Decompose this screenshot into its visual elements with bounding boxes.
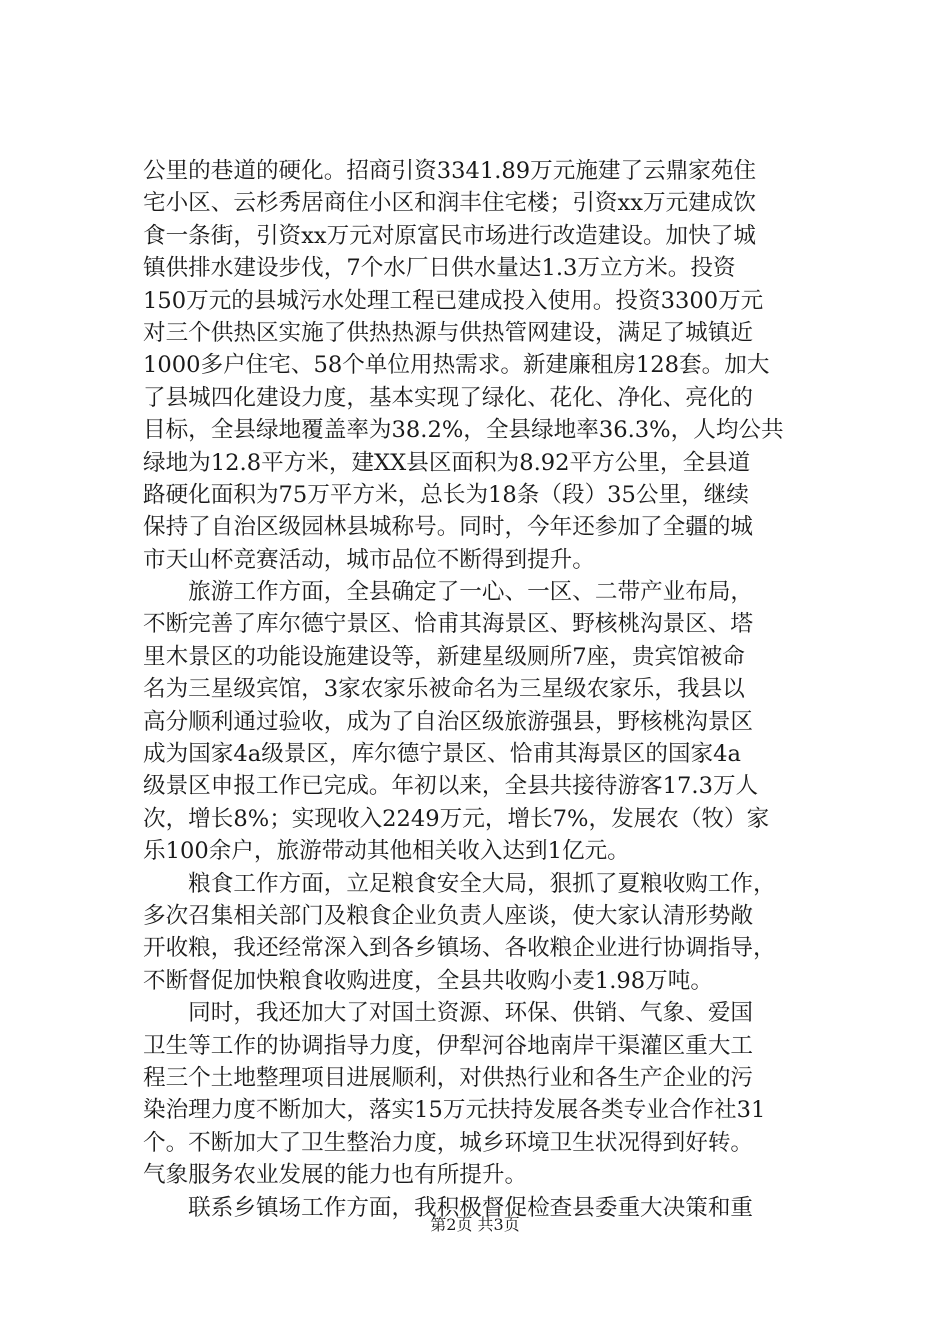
text-line: 不断完善了库尔德宁景区、恰甫其海景区、野核桃沟景区、塔 xyxy=(143,611,754,638)
text-line: 不断督促加快粮食收购进度，全县共收购小麦1.98万吨。 xyxy=(143,967,713,994)
text-line: 程三个土地整理项目进展顺利，对供热行业和各生产企业的污 xyxy=(143,1064,754,1091)
text-line: 绿地为12.8平方米，建XX县区面积为8.92平方公里，全县道 xyxy=(143,449,751,476)
text-line: 1000多户住宅、58个单位用热需求。新建廉租房128套。加大 xyxy=(143,352,770,379)
text-line: 对三个供热区实施了供热热源与供热管网建设，满足了城镇近 xyxy=(143,319,754,346)
text-line: 多次召集相关部门及粮食企业负责人座谈，使大家认清形势敞 xyxy=(143,902,754,929)
text-line: 目标，全县绿地覆盖率为38.2%，全县绿地率36.3%，人均公共 xyxy=(143,417,784,444)
text-line: 气象服务农业发展的能力也有所提升。 xyxy=(143,1162,528,1189)
text-line: 路硬化面积为75万平方米，总长为18条（段）35公里，继续 xyxy=(143,481,749,508)
page-number-footer: 第2页 共3页 xyxy=(430,1215,520,1234)
paragraph-start-line: 旅游工作方面，全县确定了一心、一区、二带产业布局， xyxy=(143,579,754,606)
text-line: 了县城四化建设力度，基本实现了绿化、花化、净化、亮化的 xyxy=(143,384,754,411)
text-line: 宅小区、云杉秀居商住小区和润丰住宅楼；引资xx万元建成饮 xyxy=(143,190,756,217)
text-line: 150万元的县城污水处理工程已建成投入使用。投资3300万元 xyxy=(143,287,764,314)
document-body xyxy=(143,155,833,1224)
text-line: 级景区申报工作已完成。年初以来，全县共接待游客17.3万人 xyxy=(143,773,759,800)
text-line: 高分顺利通过验收，成为了自治区级旅游强县，野核桃沟景区 xyxy=(143,708,754,735)
text-line: 乐100余户，旅游带动其他相关收入达到1亿元。 xyxy=(143,838,630,865)
text-line: 食一条街，引资xx万元对原富民市场进行改造建设。加快了城 xyxy=(143,222,756,249)
text-line: 市天山杯竞赛活动，城市品位不断得到提升。 xyxy=(143,546,595,573)
text-line: 成为国家4a级景区，库尔德宁景区、恰甫其海景区的国家4a xyxy=(143,741,741,768)
text-line: 次，增长8%；实现收入2249万元，增长7%，发展农（牧）家 xyxy=(143,805,770,832)
text-line: 开收粮，我还经常深入到各乡镇场、各收粮企业进行协调指导， xyxy=(143,935,776,962)
paragraph-start-line: 同时，我还加大了对国土资源、环保、供销、气象、爱国 xyxy=(143,1000,754,1027)
text-line: 镇供排水建设步伐，7个水厂日供水量达1.3万立方米。投资 xyxy=(143,255,736,282)
paragraph-start-line: 粮食工作方面，立足粮食安全大局，狠抓了夏粮收购工作， xyxy=(143,870,776,897)
text-line: 名为三星级宾馆，3家农家乐被命名为三星级农家乐，我县以 xyxy=(143,676,745,703)
text-line: 里木景区的功能设施建设等，新建星级厕所7座，贵宾馆被命 xyxy=(143,643,745,670)
text-line: 染治理力度不断加大，落实15万元扶持发展各类专业合作社31 xyxy=(143,1097,766,1124)
text-line: 保持了自治区级园林县城称号。同时，今年还参加了全疆的城 xyxy=(143,514,754,541)
paragraph-start-line: 联系乡镇场工作方面，我积极督促检查县委重大决策和重 xyxy=(143,1194,754,1221)
text-line: 公里的巷道的硬化。招商引资3341.89万元施建了云鼎家苑住 xyxy=(143,158,757,184)
text-line: 卫生等工作的协调指导力度，伊犁河谷地南岸干渠灌区重大工 xyxy=(143,1032,754,1059)
text-line: 个。不断加大了卫生整治力度，城乡环境卫生状况得到好转。 xyxy=(143,1129,754,1156)
